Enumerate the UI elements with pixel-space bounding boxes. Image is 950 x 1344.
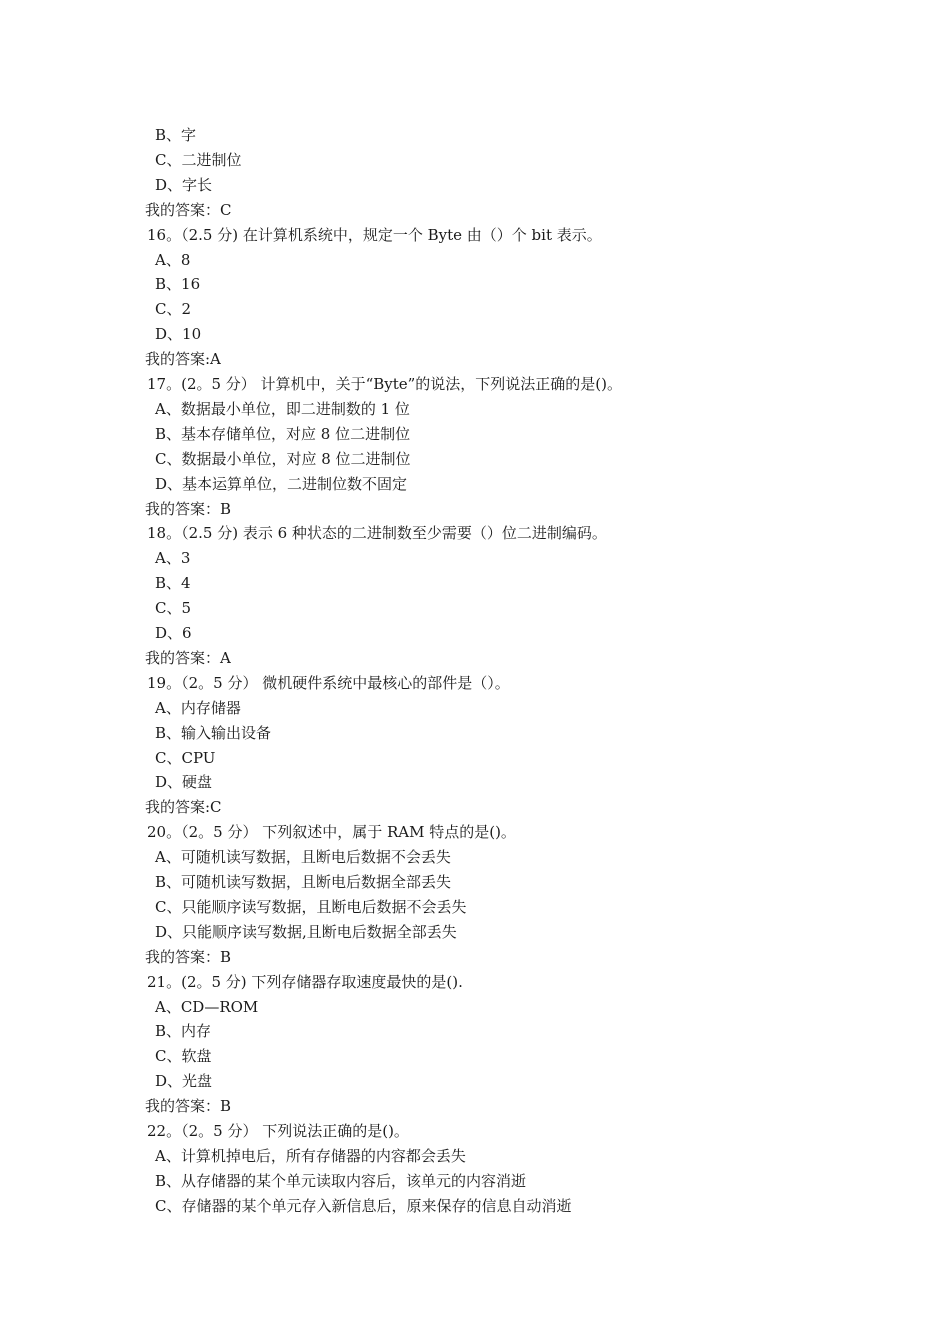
answer-option: B、字 <box>155 126 197 144</box>
answer-option: B、4 <box>155 574 191 593</box>
my-answer: 我的答案：C <box>145 200 232 219</box>
answer-option: B、从存储器的某个单元读取内容后，该单元的内容消逝 <box>155 1171 527 1190</box>
question-text: 20。（2。5 分） 下列叙述中，属于 RAM 特点的是()。 <box>147 823 516 842</box>
question-text: 16。（2.5 分) 在计算机系统中，规定一个 Byte 由（）个 bit 表示。 <box>147 225 602 244</box>
answer-option: D、硬盘 <box>155 773 213 792</box>
question-text: 21。(2。5 分) 下列存储器存取速度最快的是(). <box>147 972 463 991</box>
answer-option: B、基本存储单位，对应 8 位二进制位 <box>155 424 411 443</box>
answer-option: D、光盘 <box>155 1072 213 1091</box>
my-answer: 我的答案：B <box>145 1097 232 1116</box>
my-answer: 我的答案：A <box>145 648 231 667</box>
my-answer: 我的答案:A <box>145 350 221 369</box>
answer-option: C、二进制位 <box>155 150 242 169</box>
answer-option: A、8 <box>155 250 191 269</box>
answer-option: B、内存 <box>155 1022 212 1041</box>
my-answer: 我的答案:C <box>145 798 222 817</box>
answer-option: A、内存储器 <box>155 698 241 717</box>
answer-option: D、只能顺序读写数据,且断电后数据全部丢失 <box>155 922 457 941</box>
answer-option: A、3 <box>155 549 191 568</box>
my-answer: 我的答案：B <box>145 947 232 966</box>
answer-option: C、软盘 <box>155 1047 212 1066</box>
answer-option: A、计算机掉电后，所有存储器的内容都会丢失 <box>155 1146 466 1165</box>
question-text: 19。（2。5 分） 微机硬件系统中最核心的部件是（）。 <box>147 673 510 692</box>
answer-option: B、16 <box>155 275 201 294</box>
my-answer: 我的答案：B <box>145 499 232 518</box>
answer-option: B、输入输出设备 <box>155 723 272 742</box>
question-text: 18。（2.5 分) 表示 6 种状态的二进制数至少需要（）位二进制编码。 <box>147 524 607 543</box>
answer-option: C、只能顺序读写数据，且断电后数据不会丢失 <box>155 897 467 916</box>
answer-option: C、数据最小单位，对应 8 位二进制位 <box>155 449 411 468</box>
question-text: 17。(2。5 分） 计算机中，关于“Byte”的说法，下列说法正确的是()。 <box>147 375 623 393</box>
answer-option: C、存储器的某个单元存入新信息后，原来保存的信息自动消逝 <box>155 1196 572 1215</box>
answer-option: D、字长 <box>155 175 213 194</box>
answer-option: A、可随机读写数据，且断电后数据不会丢失 <box>155 848 451 867</box>
answer-option: C、5 <box>155 599 192 618</box>
answer-option: C、CPU <box>155 748 216 767</box>
answer-option: D、6 <box>155 624 192 642</box>
answer-option: B、可随机读写数据，且断电后数据全部丢失 <box>155 873 452 891</box>
answer-option: D、基本运算单位，二进制位数不固定 <box>155 474 408 493</box>
answer-option: A、CD—ROM <box>155 997 259 1016</box>
answer-option: D、10 <box>155 325 202 344</box>
answer-option: C、2 <box>155 300 192 319</box>
answer-option: A、数据最小单位，即二进制数的 1 位 <box>155 399 410 418</box>
question-text: 22。（2。5 分） 下列说法正确的是()。 <box>147 1122 409 1140</box>
